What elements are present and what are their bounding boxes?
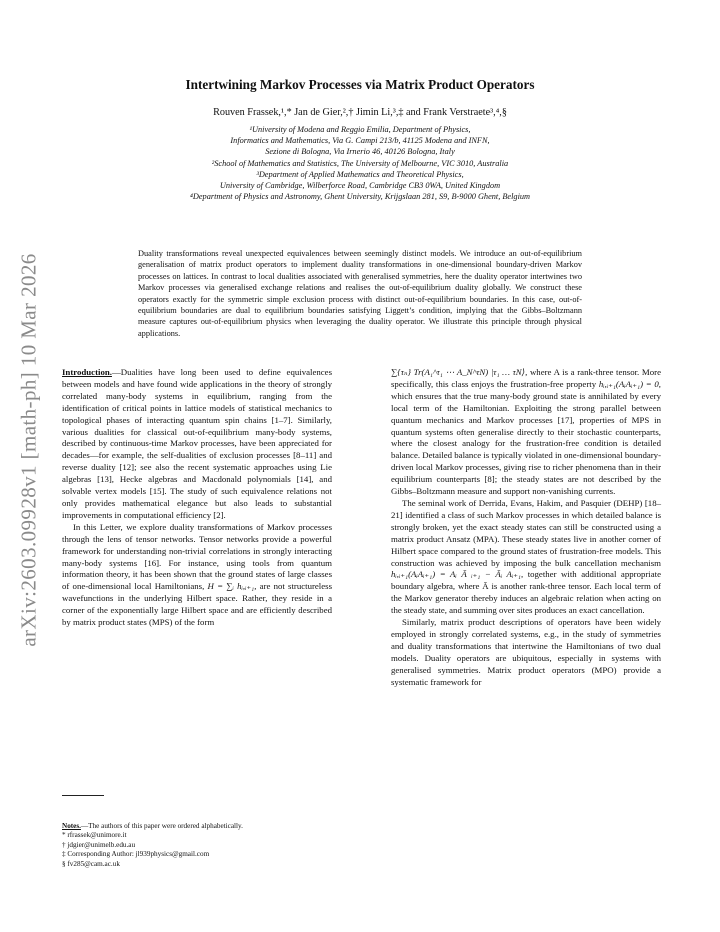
body-text: , are not structureless wavefunctions in the underlying Hilbert space. Rather, they reside in a corner of the exponentially large Hilbert space and are efficiently described by matrix product states (MPS) of the form	[62, 581, 332, 628]
affiliation-line: Sezione di Bologna, Via Irnerio 46, 40126 Bologna, Italy	[265, 147, 455, 157]
affiliation-line: ⁴Department of Physics and Astronomy, Ghent University, Krijgslaan 281, S9, B-9000 Ghent, Belgium	[189, 192, 531, 202]
body-text: In this Letter, we explore duality transformations of Markov processes through the lens of tensor networks. Tensor networks provide a powerful framework for understanding non-trivial correlations in strongly interacting many-body systems [16]. For instance, using tools from quantum information theory, it has been shown that the ground states of large classes of one-dimensional local Hamiltonians,	[62, 521, 332, 592]
affiliation-line: ³Department of Applied Mathematics and Theoretical Physics,	[256, 169, 464, 179]
affiliation-line: University of Cambridge, Wilberforce Road, Cambridge CB3 0WA, United Kingdom	[219, 181, 501, 191]
affiliation-line: Informatics and Mathematics, Via G. Campi 213/b, 41125 Modena and INFN,	[230, 136, 490, 146]
author-list: Rouven Frassek,¹,* Jan de Gier,²,† Jimin Li,³,‡ and Frank Verstraete³,⁴,§	[213, 107, 507, 118]
affiliations	[60, 124, 660, 202]
body-text: , together with additional appropriate boundary algebra, where Ā is another rank-three tensor. Each local term of the Markov generator thereby induces an algebraic relation when acting on the steady state, and summing over sites produces an exact cancellation.	[391, 569, 661, 616]
author-email: ‡ Corresponding Author: jl939physics@gmail.com	[62, 850, 210, 859]
arxiv-identifier-text: arXiv:2603.09928v1 [math-ph] 10 Mar 2026	[16, 253, 41, 647]
footnotes	[62, 822, 352, 869]
abstract: Duality transformations reveal unexpected equivalences between seemingly distinct models. We introduce an out-of-equilibrium generalisation of matrix product operators to implement duality transformations in one-dimensional boundary-driven Markov processes on lattices. In contrast to local dualities associated with generalised symmetries, here the duality operator intertwines two Markov processes via generalised exchange relations and realises the out-of-equilibrium duality globally. We construct these operators exactly for the symmetric simple exclusion process with distinct out-of-equilibrium boundaries. In this case, out-of-equilibrium boundaries are dual to equilibrium boundaries satisfying Liggett’s condition, implying that the Gibbs–Boltzmann measure captures out-of-equilibrium physics when leveraging the duality operator. We illustrate this principle through physical applications.	[138, 249, 582, 338]
section-heading-introduction: Introduction.	[62, 367, 112, 377]
inline-equation: H = ∑ᵢ hᵢ,ᵢ₊₁	[207, 581, 255, 592]
right-column	[391, 367, 661, 688]
body-paragraph: Similarly, matrix product descriptions of operators have been widely employed in strongly correlated systems, e.g., in the study of symmetries and duality transformations that intertwine the Hamiltonians of two dual models. Duality operators are ubiquitous, especially in systems with generalised symmetries. Matrix product operators (MPO) provide a systematic framework for	[391, 617, 661, 687]
author-email: * rfrassek@unimore.it	[62, 831, 127, 840]
body-text: The seminal work of Derrida, Evans, Hakim, and Pasquier (DEHP) [18–21] identified a class of such Markov processes in which detailed balance is strongly broken, yet the exact steady states can still be constructed using a matrix product Ansatz (MPA). These steady states live in another corner of Hilbert space compared to the ground states of frustration-free models. This construction was achieved by imposing the bulk cancellation mechanism	[391, 497, 661, 568]
author-email: § fv285@cam.ac.uk	[62, 859, 120, 868]
body-paragraph	[391, 367, 661, 498]
notes-heading: Notes.	[62, 822, 81, 830]
notes-text: —The authors of this paper were ordered alphabetically.	[80, 822, 243, 830]
arxiv-identifier-stamp	[12, 250, 46, 650]
paper-title: Intertwining Markov Processes via Matrix Product Operators	[185, 77, 535, 92]
body-paragraph	[62, 522, 332, 629]
inline-equation: hᵢ,ᵢ₊₁(AᵢAᵢ₊₁) = Aᵢ Ā ᵢ₊₁ − Āᵢ Aᵢ₊₁	[391, 569, 521, 580]
left-column	[62, 367, 332, 629]
intro-paragraph	[62, 367, 332, 522]
inline-equation: ∑{τₙ} Tr(A₁^τ₁ ⋯ A_N^τN) |τ₁ … τN⟩	[391, 367, 526, 377]
footnote-rule	[62, 795, 104, 796]
affiliation-line: ¹University of Modena and Reggio Emilia, Department of Physics,	[249, 125, 471, 134]
body-paragraph	[391, 498, 661, 617]
body-text: , where A is a rank-three tensor. More specifically, this class enjoys the frustration-free property	[391, 367, 661, 389]
intro-text: —Dualities have long been used to define equivalences between models and have found wide applications in the theory of strongly correlated many-body systems in equilibrium, ranging from the identification of critical points in lattice models of statistical mechanics to topological phases of interacting quantum spin chains [1–7]. Similarly, various dualities for classical out-of-equilibrium many-body systems, described by continuous-time Markov processes, have been appreciated for decades—for example, the self-dualities of exclusion processes [8–11] and reverse duality [12]; see also the recent systematic approaches using Lie algebras [13], Hecke algebras and Macdonald polynomials [14], and solvable vertex models [15]. The study of such equivalence relations not only provides mathematical elegance but also leads to substantial improvements in computational efficiency [2].	[62, 367, 332, 520]
body-text: , which ensures that the true many-body ground state is annihilated by every local term of the Hamiltonian. Exploiting the strong parallel between quantum mechanics and Markov processes [17], properties of MPS in quantum systems often generalise directly to their stochastic counterparts, where the closest analogy for the frustration-free condition is detailed balance. Detailed balance is typically violated in one-dimensional boundary-driven local Markov processes, giving rise to richer phenomena than in their equilibrium counterparts [8]; the steady states are not described by the Gibbs–Boltzmann measure and support non-vanishing currents.	[391, 378, 661, 497]
author-email: † jdgier@unimelb.edu.au	[62, 840, 136, 849]
affiliation-line: ²School of Mathematics and Statistics, The University of Melbourne, VIC 3010, Australia	[211, 158, 509, 168]
notes-line	[62, 822, 352, 831]
inline-equation: hᵢ,ᵢ₊₁(AᵢAᵢ₊₁) = 0	[598, 378, 659, 389]
